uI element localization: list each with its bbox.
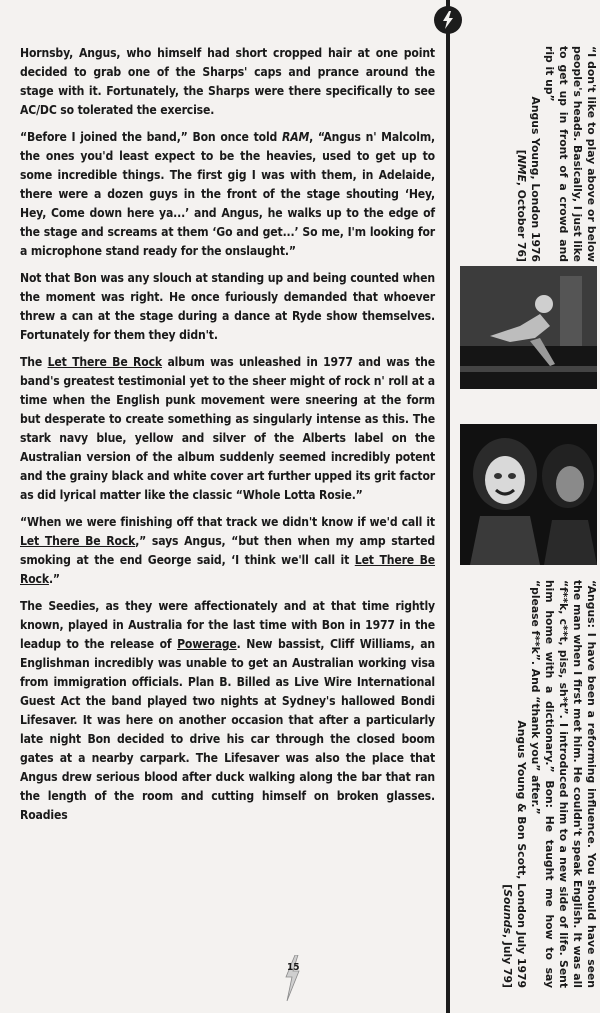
pull-quote-angus-bon-1979	[500, 580, 598, 988]
quote-attribution: Angus Young & Bon Scott, London July 1979	[515, 720, 528, 988]
column-divider	[446, 0, 450, 1013]
quote-text: “Angus: I have been a reforming influence. You should have seen the man when I first met him. He couldn't speak English. It was all “f**k, c**t, piss, sh*t”. I introduced him to a new side of life. Sent him home with a dictionary.” Bon: He taught me how to say “please f**k”. And “thank you” after.”	[529, 580, 598, 988]
album-title: Let There Be Rock	[20, 534, 136, 548]
quote-source: [Sounds, July 79]	[501, 884, 514, 988]
paragraph-4: The Let There Be Rock album was unleashed in 1977 and was the band's greatest testimonial yet to the sheer might of rock n' roll at a time when the English punk movement were sneering at the form but desperate to create something as singularly intense as this. The stark navy blue, yellow and silver of the Alberts label on the Australian version of the album suddenly seemed incredibly potent and the grainy black and white cover art further upped its grit factor as did lyrical matter like the classic “Whole Lotta Rosie.”	[20, 355, 435, 502]
paragraph-6: The Seedies, as they were affectionately and at that time rightly known, played in Australia for the last time with Bon in 1977 in the leadup to the release of Powerage. New bassist, Cliff Williams, an Englishman incredibly was unable to get an Australian working visa from immigration officials. Plan B. Billed as Live Wire International Guest Act the band played two nights at Sydney's hallowed Bondi Lifesaver. It was here on another occasion that after a particularly late night Bon decided to drive his car through the closed boom gates at a nearby carpark. The Lifesaver was also the place that Angus drew serious blood after duck walking along the bar that ran the length of the room and cutting himself on broken glasses. Roadies	[20, 599, 435, 822]
magazine-name-ram: RAM	[281, 130, 310, 144]
quote-text: “I don't like to play above or below people's heads. Basically, I just like to get up in front of a crowd and rip it up”	[543, 46, 598, 262]
photo-band-portrait	[460, 424, 597, 565]
paragraph-5: “When we were finishing off that track we didn't know if we'd call it Let There Be Rock,” says Angus, “but then when my amp started smoking at the end George said, ‘I think we'll call it Let There Be Rock.”	[20, 515, 436, 586]
photo-angus-on-stage	[460, 266, 597, 389]
article-body	[20, 44, 435, 833]
quote-source: [NME, October 76]	[515, 149, 528, 262]
lightning-bolt-icon	[434, 6, 462, 34]
paragraph-3: Not that Bon was any slouch at standing up and being counted when the moment was right. He once furiously demanded that whoever threw a can at the stage during a dance at Ryde show themselves. Fortunately for them they didn't.	[20, 271, 435, 342]
paragraph-2: “Before I joined the band,” Bon once told RAM, “Angus n' Malcolm, the ones you'd least expect to be the heavies, used to get up to some incredible things. The first gig I was with them, in Adelaide, there were a dozen guys in the front of the stage shouting ‘Hey, Hey, Come down here ya...’ and Angus, he walks up to the edge of the stage and screams at them ‘Go and get...’ So me, I'm looking for a microphone stand ready for the onslaught.”	[20, 130, 435, 258]
paragraph-1: Hornsby, Angus, who himself had short cropped hair at one point decided to grab one of the Sharps' caps and prance around the stage with it. Fortunately, the Sharps were there specifically to see AC/DC so tolerated the exercise.	[20, 46, 435, 117]
pull-quote-angus-1976	[514, 46, 598, 262]
page-number: 15	[287, 962, 300, 973]
quote-attribution: Angus Young, London 1976	[529, 96, 542, 262]
album-title: Let There Be Rock	[47, 355, 162, 369]
album-title: Powerage	[177, 637, 237, 651]
album-title: Let There Be Rock	[20, 553, 436, 586]
